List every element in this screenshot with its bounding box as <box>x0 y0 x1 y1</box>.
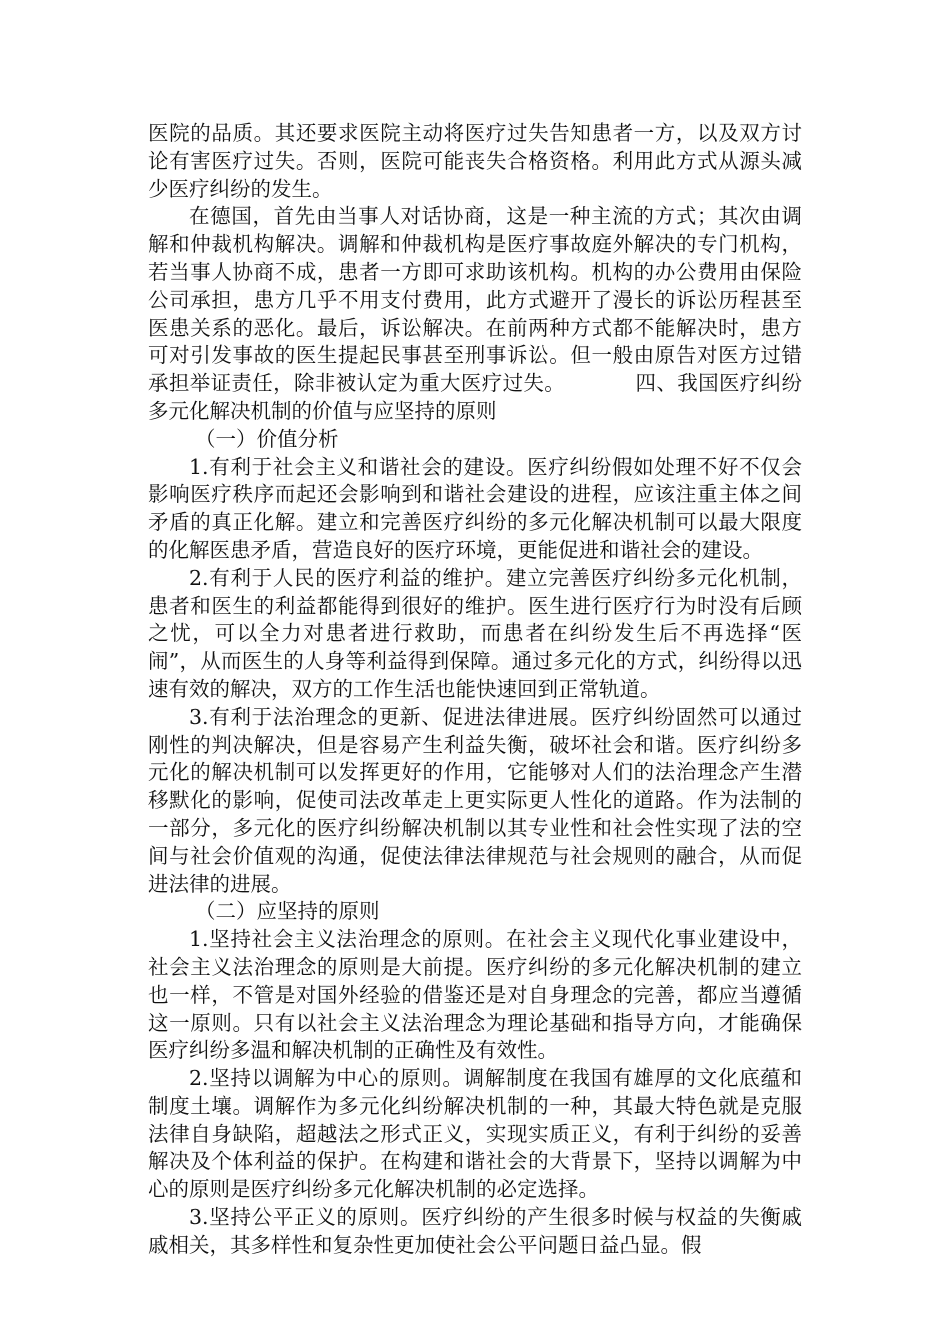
paragraph: 2.坚持以调解为中心的原则。调解制度在我国有雄厚的文化底蕴和制度土壤。调解作为多元化纠纷解决机制的一种，其最大特色就是克服法律自身缺陷，超越法之形式正义，实现实质正义，有利于纠纷的妥善解决及个体利益的保护。在构建和谐社会的大背景下，坚持以调解为中心的原则是医疗纠纷多元化解决机制的必定选择。 <box>148 1066 802 1202</box>
paragraph-text: 在德国，首先由当事人对话协商，这是一种主流的方式；其次由调解和仲裁机构解决。调解和仲裁机构是医疗事故庭外解决的专门机构，若当事人协商不成，患者一方即可求助该机构。机构的办公费用由保险公司承担，患方几乎不用支付费用，此方式避开了漫长的诉讼历程甚至医患关系的恶化。最后，诉讼解决。在前两种方式都不能解决时，患方可对引发事故的医生提起民事甚至刑事诉讼。但一般由原告对医方过错承担举证责任，除非被认定为重大医疗过失。 <box>148 204 802 396</box>
paragraph: 3.有利于法治理念的更新、促进法律进展。医疗纠纷固然可以通过刚性的判决解决，但是容易产生利益失衡，破坏社会和谐。医疗纠纷多元化的解决机制可以发挥更好的作用，它能够对人们的法治理念产生潜移默化的影响，促使司法改革走上更实际更人性化的道路。作为法制的一部分，多元化的医疗纠纷解决机制以其专业性和社会性实现了法的空间与社会价值观的沟通，促使法律法律规范与社会规则的融合，从而促进法律的进展。 <box>148 704 802 896</box>
paragraph: 1.坚持社会主义法治理念的原则。在社会主义现代化事业建设中，社会主义法治理念的原则是大前提。医疗纠纷的多元化解决机制的建立也一样，不管是对国外经验的借鉴还是对自身理念的完善，都应当遵循这一原则。只有以社会主义法治理念为理论基础和指导方向，才能确保医疗纠纷多温和解决机制的正确性及有效性。 <box>148 927 802 1063</box>
paragraph <box>148 203 802 425</box>
paragraph: 3.坚持公平正义的原则。医疗纠纷的产生很多时候与权益的失衡戚戚相关，其多样性和复杂性更加使社会公平问题日益凸显。假 <box>148 1205 802 1257</box>
subsection-heading: （一）价值分析 <box>195 426 339 451</box>
document-body <box>148 120 802 1260</box>
paragraph: 医院的品质。其还要求医院主动将医疗过失告知患者一方，以及双方讨论有害医疗过失。否则，医院可能丧失合格资格。利用此方式从源头减少医疗纠纷的发生。 <box>148 121 802 201</box>
paragraph: 1.有利于社会主义和谐社会的建设。医疗纠纷假如处理不好不仅会影响医疗秩序而起还会影响到和谐社会建设的进程，应该注重主体之间矛盾的真正化解。建立和完善医疗纠纷的多元化解决机制可以最大限度的化解医患矛盾，营造良好的医疗环境，更能促进和谐社会的建设。 <box>148 454 802 562</box>
subsection-heading: （二）应坚持的原则 <box>195 899 380 924</box>
section-heading: 四、我国医疗纠纷多元化解决机制的价值与应坚持的原则 <box>148 371 803 423</box>
paragraph: 2.有利于人民的医疗利益的维护。建立完善医疗纠纷多元化机制，患者和医生的利益都能得到很好的维护。医生进行医疗行为时没有后顾之忧，可以全力对患者进行救助，而患者在纠纷发生后不再选择“医闹”，从而医生的人身等利益得到保障。通过多元化的方式，纠纷得以迅速有效的解决，双方的工作生活也能快速回到正常轨道。 <box>148 565 802 701</box>
